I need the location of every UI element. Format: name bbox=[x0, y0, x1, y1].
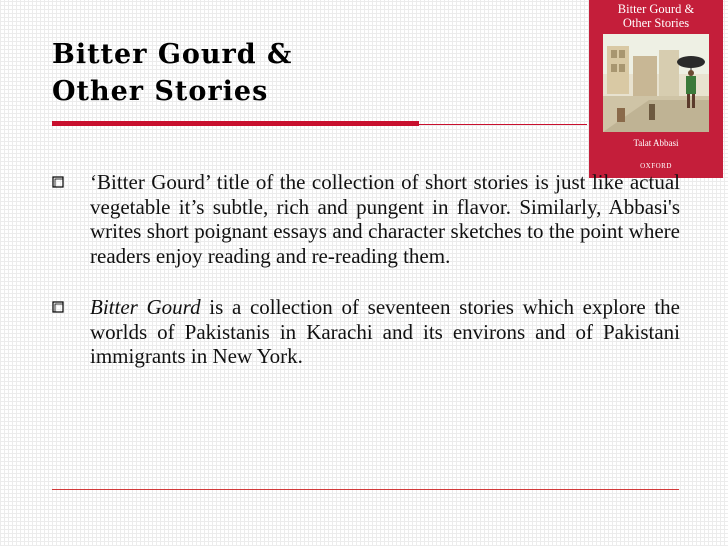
bullet-lead-italic: Bitter Gourd bbox=[90, 295, 201, 319]
hollow-square-bullet-icon bbox=[52, 176, 64, 188]
bullet-text: ‘Bitter Gourd’ title of the collection of short stories is just like actual vegetable it’s subtle, rich and pungent in flavor. Similarly, Abbasi's writes short poignant essays and character sketches to the point where readers enjoy reading and re-reading them. bbox=[90, 170, 680, 268]
cover-author: Talat Abbasi bbox=[633, 138, 679, 148]
bullet-body: is a collection of seventeen stories which explore the worlds of Pakistanis in Karachi and its environs and of Pakistani immigrants in New York. bbox=[90, 295, 680, 368]
title-line-1: Bitter Gourd & bbox=[52, 39, 293, 70]
bullet-item bbox=[52, 295, 680, 369]
title-underline-thick bbox=[52, 121, 419, 126]
cover-title bbox=[589, 2, 723, 30]
title-line-2: Other Stories bbox=[52, 76, 269, 107]
bullet-text bbox=[90, 295, 680, 369]
cover-title-line-2: Other Stories bbox=[622, 16, 690, 30]
bullet-item bbox=[52, 170, 680, 268]
footer-rule bbox=[52, 489, 679, 490]
book-cover-image bbox=[589, 0, 723, 178]
bullet-list bbox=[52, 170, 680, 369]
title-underline-thin bbox=[419, 124, 587, 125]
cover-publisher: OXFORD bbox=[640, 162, 672, 170]
hollow-square-bullet-icon bbox=[52, 301, 64, 313]
slide-title bbox=[52, 36, 382, 110]
cover-title-line-1: Bitter Gourd & bbox=[617, 2, 695, 16]
